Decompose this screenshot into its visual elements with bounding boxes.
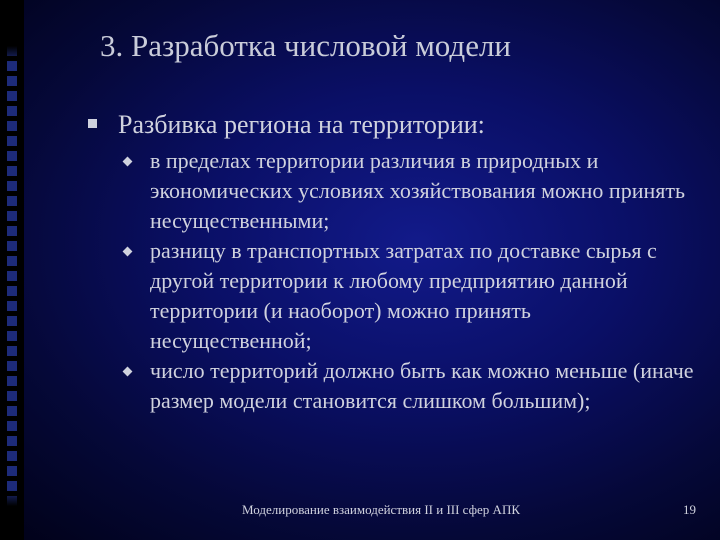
left-decorative-strip: [0, 0, 24, 540]
sub-bullet-list: [118, 146, 698, 416]
diamond-bullet-icon: [123, 247, 133, 257]
decorative-squares: [5, 46, 19, 506]
sub-bullet-item: [118, 236, 698, 356]
sub-bullet-item: [118, 356, 698, 416]
diamond-bullet-icon: [123, 157, 133, 167]
square-bullet-icon: [88, 119, 97, 128]
main-bullet-item: [88, 108, 698, 142]
sub-bullet-text: разницу в транспортных затратах по доставке сырья с другой территории к любому предприятию данной территории (и наоборот) можно принять несущественной;: [150, 238, 657, 353]
diamond-bullet-icon: [123, 367, 133, 377]
sub-bullet-item: [118, 146, 698, 236]
sub-bullet-text: число территорий должно быть как можно меньше (иначе размер модели становится слишком большим);: [150, 358, 694, 413]
sub-bullet-text: в пределах территории различия в природных и экономических условиях хозяйствования можно принять несущественными;: [150, 148, 686, 233]
slide-footer: Моделирование взаимодействия II и III сфер АПК: [242, 502, 521, 517]
page-number: 19: [683, 502, 696, 517]
slide-title: 3. Разработка числовой модели: [100, 28, 512, 63]
main-bullet-text: Разбивка региона на территории:: [118, 110, 485, 139]
